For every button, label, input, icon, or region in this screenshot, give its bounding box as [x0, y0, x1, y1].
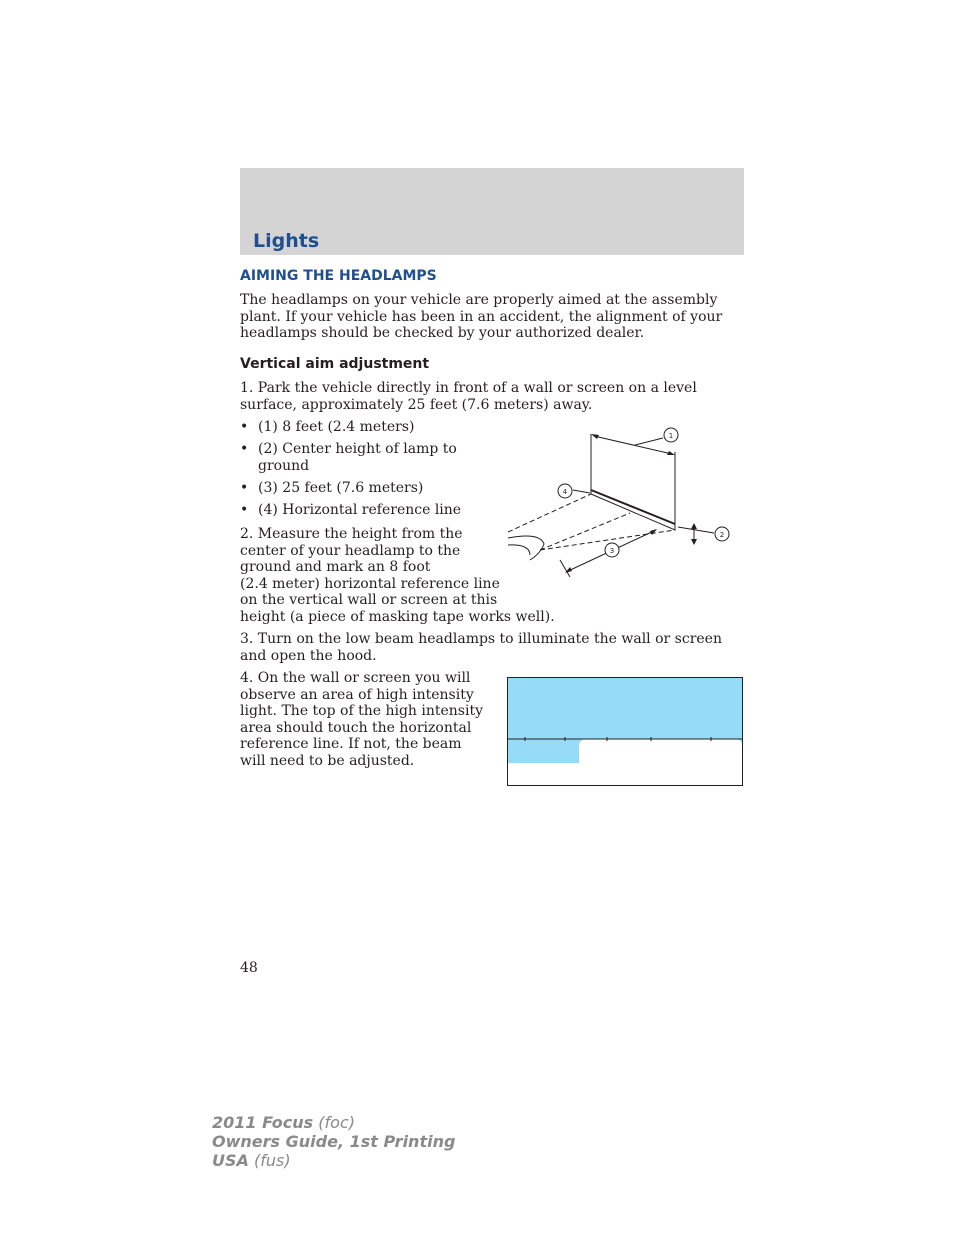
- list-item-text: (2) Center height of lamp to ground: [258, 441, 457, 474]
- step-3-paragraph: 3. Turn on the low beam headlamps to illuminate the wall or screen and open the hood.: [240, 631, 722, 664]
- footer-guide: Owners Guide, 1st Printing: [212, 1132, 456, 1151]
- step-2-line: 2. Measure the height from the: [240, 526, 463, 542]
- list-item: [240, 480, 470, 497]
- list-item: [240, 419, 470, 436]
- measurement-list: [240, 419, 470, 524]
- list-item-text: (3) 25 feet (7.6 meters): [258, 479, 424, 496]
- list-item-text: (1) 8 feet (2.4 meters): [258, 419, 415, 435]
- headlamp-aim-diagram: [500, 420, 750, 580]
- beam-cutoff-area: [579, 739, 743, 786]
- step-1-paragraph: 1. Park the vehicle directly in front of a wall or screen on a level surface, approximately 25 feet (7.6 meters) away.: [240, 380, 697, 413]
- bullet-icon: •: [240, 502, 249, 519]
- footer-model-code: (foc): [313, 1113, 355, 1132]
- callout-leader-4: [573, 490, 590, 493]
- wall-outline: [591, 434, 675, 530]
- callout-4-label: 4: [562, 488, 568, 496]
- footer-model: 2011 Focus: [212, 1113, 314, 1132]
- step-2-line: on the vertical wall or screen at this: [240, 592, 498, 609]
- page-number: 48: [240, 960, 258, 976]
- intro-paragraph: The headlamps on your vehicle are properly aimed at the assembly plant. If your vehicle has been in an accident, the alignment of your headlamps should be checked by your authorized dealer.: [240, 292, 723, 342]
- step-2-line: ground and mark an 8 foot: [240, 559, 431, 576]
- step-4-paragraph: 4. On the wall or screen you will observe an area of high intensity light. The top of the high intensity area should touch the horizontal reference line. If not, the beam will need to be adjusted.: [240, 670, 483, 769]
- step-2-line: (2.4 meter) horizontal reference line: [240, 575, 500, 592]
- headlamp-outline: [508, 536, 544, 560]
- reference-line: [591, 490, 675, 524]
- callout-1-label: 1: [668, 432, 674, 440]
- header-band: [240, 168, 744, 255]
- callout-2-label: 2: [719, 531, 725, 539]
- list-item: [240, 441, 470, 474]
- callout-leader-1: [635, 438, 663, 445]
- section-title: AIMING THE HEADLAMPS: [240, 268, 437, 284]
- callout-3-label: 3: [609, 547, 615, 555]
- beam-pattern-diagram: [507, 677, 743, 786]
- step-2-line: height (a piece of masking tape works well).: [240, 608, 555, 625]
- footer: [212, 1113, 455, 1170]
- page-title: Lights: [253, 230, 320, 252]
- subsection-title: Vertical aim adjustment: [240, 356, 430, 372]
- list-item-text: (4) Horizontal reference line: [258, 502, 462, 519]
- list-item: [240, 502, 470, 519]
- bullet-icon: •: [240, 479, 249, 496]
- bullet-icon: •: [240, 419, 249, 435]
- step-2-line: center of your headlamp to the: [240, 542, 461, 559]
- beam-dashed-line: [508, 494, 591, 532]
- footer-market: USA: [212, 1151, 249, 1170]
- bullet-icon: •: [240, 441, 249, 458]
- footer-market-code: (fus): [248, 1151, 291, 1170]
